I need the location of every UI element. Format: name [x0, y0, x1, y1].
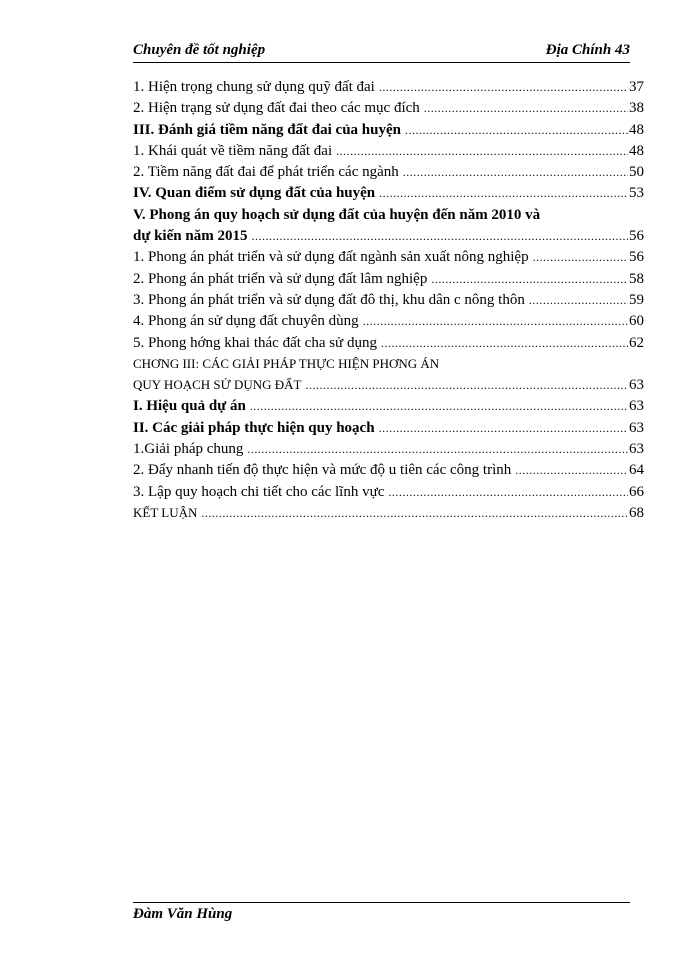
toc-dot-leader	[251, 229, 628, 244]
toc-entry-title: II. Các giải pháp thực hiện quy hoạch	[133, 419, 375, 436]
page-footer	[133, 902, 630, 922]
table-of-contents	[133, 79, 644, 526]
toc-entry-title: dự kiến năm 2015	[133, 228, 248, 245]
toc-entry-title: 2. Đẩy nhanh tiến độ thực hiện và mức độ u tiên các công trình	[133, 462, 512, 479]
header-title: Chuyên đề tốt nghiệp	[133, 42, 266, 58]
toc-entry-page: 62	[629, 334, 644, 351]
toc-entry-title: 1. Khái quát về tiềm năng đất đai	[133, 142, 333, 159]
toc-entry-page: 66	[629, 483, 644, 500]
toc-entry	[133, 207, 644, 228]
toc-dot-leader	[381, 336, 628, 351]
toc-entry-title: 2. Phong án phát triển và sử dụng đất lâm nghiệp	[133, 270, 428, 287]
toc-entry	[133, 164, 644, 185]
toc-entry-page: 53	[629, 185, 644, 202]
toc-entry	[133, 441, 644, 462]
toc-entry	[133, 292, 644, 313]
toc-dot-leader	[431, 272, 628, 287]
toc-dot-leader	[533, 250, 628, 265]
toc-dot-leader	[336, 144, 628, 159]
toc-entry	[133, 398, 644, 419]
toc-entry	[133, 462, 644, 483]
toc-entry	[133, 79, 644, 100]
toc-entry	[133, 100, 644, 121]
toc-entry-title: 3. Lập quy hoạch chi tiết cho các lĩnh vực	[133, 483, 385, 500]
toc-entry-title: 2. Tiềm năng đất đai để phát triển các ngành	[133, 164, 399, 181]
toc-entry-page: 59	[629, 291, 644, 308]
toc-entry-page: 63	[629, 441, 644, 458]
toc-entry-title: 3. Phong án phát triển và sử dụng đất đô thị, khu dân c nông thôn	[133, 291, 525, 308]
toc-entry	[133, 313, 644, 334]
toc-entry-title: 5. Phong hớng khai thác đất cha sử dụng	[133, 334, 377, 351]
toc-dot-leader	[379, 186, 628, 201]
toc-entry-page: 38	[629, 100, 644, 117]
toc-entry-page: 60	[629, 313, 644, 330]
toc-entry-title: QUY HOẠCH SỬ DỤNG ĐẤT	[133, 377, 302, 393]
toc-entry-title: 1. Hiện trọng chung sử dụng quỹ đất đai	[133, 79, 375, 95]
toc-entry-title: IV. Quan điểm sử dụng đất của huyện	[133, 185, 376, 202]
toc-entry-page: 37	[629, 79, 644, 95]
footer-author: Đàm Văn Hùng	[133, 906, 233, 922]
toc-entry-title: I. Hiệu quả dự án	[133, 398, 246, 415]
toc-entry-page: 63	[629, 419, 644, 436]
toc-entry-page: 64	[629, 462, 644, 479]
toc-dot-leader	[529, 293, 628, 308]
toc-dot-leader	[247, 442, 628, 457]
toc-entry	[133, 420, 644, 441]
toc-dot-leader	[306, 378, 629, 393]
toc-entry	[133, 505, 644, 526]
toc-entry-title: 4. Phong án sử dụng đất chuyên dùng	[133, 313, 359, 330]
toc-dot-leader	[388, 485, 628, 500]
toc-entry-page: 56	[629, 249, 644, 266]
toc-entry-page: 50	[629, 164, 644, 181]
toc-dot-leader	[515, 463, 628, 478]
toc-entry-title: 2. Hiện trạng sử dụng đất đai theo các mục đích	[133, 100, 420, 117]
toc-entry	[133, 143, 644, 164]
toc-entry	[133, 122, 644, 143]
toc-dot-leader	[379, 421, 628, 436]
toc-entry-title: III. Đánh giá tiềm năng đất đai của huyện	[133, 121, 401, 138]
toc-dot-leader	[405, 123, 628, 138]
toc-entry	[133, 335, 644, 356]
toc-dot-leader	[379, 80, 628, 95]
toc-dot-leader	[424, 101, 628, 116]
toc-dot-leader	[403, 165, 628, 180]
toc-entry-title: KẾT LUẬN	[133, 504, 198, 520]
toc-entry	[133, 356, 644, 377]
toc-entry-title: 1. Phong án phát triển và sử dụng đất ngành sản xuất nông nghiệp	[133, 249, 529, 266]
toc-dot-leader	[250, 399, 628, 414]
toc-dot-leader	[363, 314, 628, 329]
page-header	[133, 40, 630, 63]
toc-entry	[133, 271, 644, 292]
toc-entry	[133, 185, 644, 206]
toc-dot-leader	[201, 506, 628, 521]
toc-entry	[133, 228, 644, 249]
toc-entry-page: 48	[629, 121, 644, 138]
toc-entry-title: CHƠNG III: CÁC GIẢI PHÁP THỰC HIỆN PHƠNG ÁN	[133, 355, 440, 371]
toc-entry-title: V. Phong án quy hoạch sử dụng đất của huyện đến năm 2010 và	[133, 206, 541, 223]
toc-entry-page: 63	[629, 398, 644, 415]
toc-entry-page: 68	[629, 504, 644, 521]
header-department: Địa Chính 43	[545, 42, 630, 58]
toc-entry	[133, 249, 644, 270]
toc-entry	[133, 377, 644, 398]
toc-entry-title: 1.Giải pháp chung	[133, 441, 244, 458]
toc-entry	[133, 484, 644, 505]
toc-entry-page: 63	[629, 377, 644, 394]
toc-entry-page: 48	[629, 142, 644, 159]
toc-entry-page: 56	[629, 228, 644, 245]
toc-entry-page: 58	[629, 270, 644, 287]
